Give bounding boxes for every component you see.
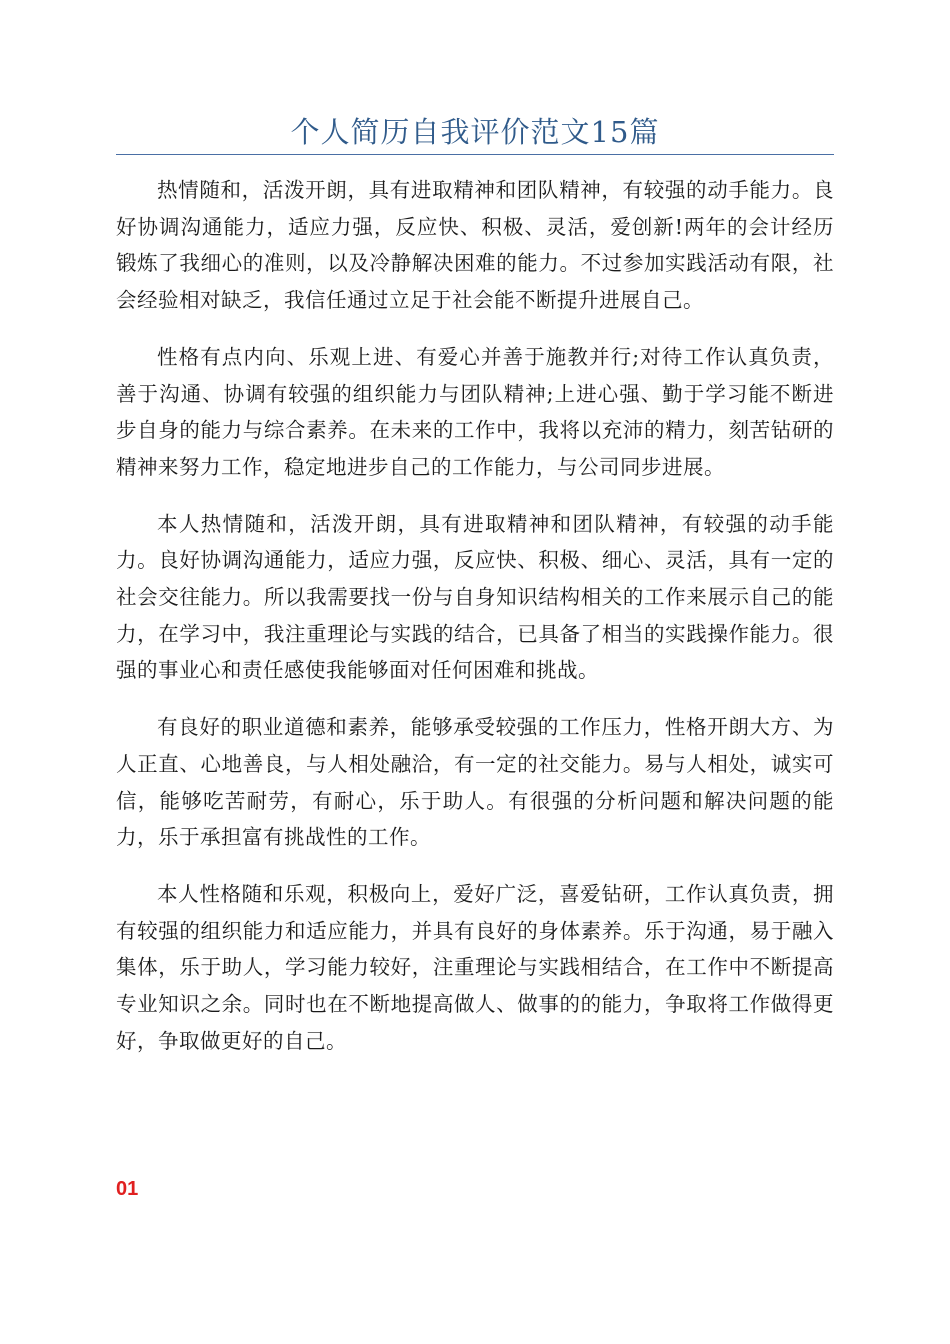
page-number: 01 bbox=[116, 1178, 139, 1200]
paragraph-3: 本人热情随和，活泼开朗，具有进取精神和团队精神，有较强的动手能力。良好协调沟通能力，适应力强，反应快、积极、细心、灵活，具有一定的社会交往能力。所以我需要找一份与自身知识结构相关的工作来展示自己的能力，在学习中，我注重理论与实践的结合，已具备了相当的实践操作能力。很强的事业心和责任感使我能够面对任何困难和挑战。 bbox=[116, 511, 834, 683]
paragraph-4: 有良好的职业道德和素养，能够承受较强的工作压力，性格开朗大方、为人正直、心地善良，与人相处融洽，有一定的社交能力。易与人相处，诚实可信，能够吃苦耐劳，有耐心，乐于助人。有很强的分析问题和解决问题的能力，乐于承担富有挑战性的工作。 bbox=[116, 715, 834, 850]
paragraph-1: 热情随和，活泼开朗，具有进取精神和团队精神，有较强的动手能力。良好协调沟通能力，适应力强，反应快、积极、灵活，爱创新!两年的会计经历锻炼了我细心的准则，以及冷静解决困难的能力。不过参加实践活动有限，社会经验相对缺乏，我信任通过立足于社会能不断提升进展自己。 bbox=[116, 178, 834, 313]
document-body bbox=[116, 172, 834, 1079]
title-underline bbox=[116, 154, 834, 155]
paragraph-2: 性格有点内向、乐观上进、有爱心并善于施教并行;对待工作认真负责，善于沟通、协调有较强的组织能力与团队精神;上进心强、勤于学习能不断进步自身的能力与综合素养。在未来的工作中，我将以充沛的精力，刻苦钻研的精神来努力工作，稳定地进步自己的工作能力，与公司同步进展。 bbox=[116, 344, 834, 479]
page-title: 个人简历自我评价范文15篇 bbox=[290, 115, 660, 149]
paragraph-5: 本人性格随和乐观，积极向上，爱好广泛，喜爱钻研，工作认真负责，拥有较强的组织能力和适应能力，并具有良好的身体素养。乐于沟通，易于融入集体，乐于助人，学习能力较好，注重理论与实践相结合，在工作中不断提高专业知识之余。同时也在不断地提高做人、做事的的能力，争取将工作做得更好，争取做更好的自己。 bbox=[116, 881, 834, 1053]
